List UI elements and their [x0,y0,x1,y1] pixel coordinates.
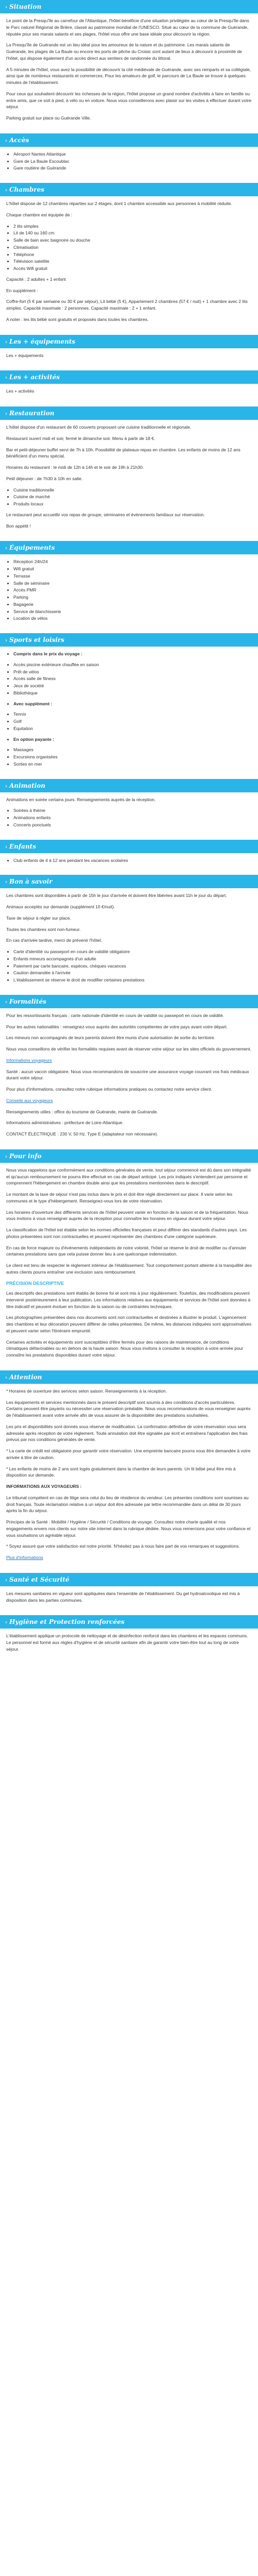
chevron-icon: › [5,5,7,10]
chevron-icon: › [5,1577,7,1583]
section-title: Hygiène et Protection renforcées [9,1618,125,1626]
paragraph: La Presqu'île de Guérande est un lieu idéal pour les amoureux de la nature et du patrimoine. Les marais salants de Guérande, les plages de La Baule ou encore les ports de pêche du Croisic sont autant de lieux à découvrir à proximité de l'hôtel, qui dispose également d'un accès direct aux sentiers de randonnée du littoral. [6,42,242,61]
chambres-list [6,223,252,272]
animation-list [6,807,252,828]
list-item: • Wifi gratuit [13,566,252,572]
section-title: Équipements [9,544,55,552]
chevron-icon: › [5,879,7,886]
section-activites-body [0,384,258,406]
chevron-icon: › [5,1375,7,1381]
section-equipements-plus-body [0,348,258,371]
paragraph: Pour plus d'informations, consultez notre rubrique informations pratiques ou contactez notre service client. [6,1087,212,1092]
paragraph: Coffre-fort (5 € par semaine ou 30 € par séjour), Lit bébé (5 €), Appartement 2 chambres (57 € / nuit) + 1 chambre avec 2 lits simples. Capacité maximale : 2 personnes. Capacité maximale : 2 + 1 enfant. [6,299,248,311]
paragraph: Les + équipements [6,352,44,358]
section-info-header [0,1149,258,1163]
section-title: Situation [9,3,42,10]
paragraph: En cas d'arrivée tardive, merci de prévenir l'hôtel. [6,938,102,943]
section-title: Accès [9,136,29,144]
paragraph: Animations en soirée certains jours. Renseignements auprès de la réception. [6,796,156,802]
list-item: • Jeux de société [13,683,252,689]
conseils-voyageurs-link[interactable]: Conseils aux voyageurs [6,1097,53,1103]
section-equipements-plus-header [0,335,258,348]
paragraph: Animaux acceptés sur demande (supplément 10 €/nuit). [6,904,115,909]
paragraph: Horaires du restaurant : le midi de 12h à 14h et le soir de 19h à 21h30. [6,465,144,470]
chevron-icon: › [5,844,7,850]
section-title: Pour info [9,1152,42,1160]
equipements-list [6,558,252,622]
paragraph: Pour les autres nationalités : renseignez-vous auprès des autorités compétentes de votre pays avant votre départ. [6,1024,228,1029]
paragraph: Le tribunal compétent en cas de litige sera celui du lieu de résidence du vendeur. Les présentes conditions sont soumises au droit français. Toute réclamation relative à un séjour doit être adressée par lettre recommandée dans un délai de 30 jours après la fin du séjour. [6,1495,249,1514]
section-sports-body [0,647,258,779]
paragraph: Parking gratuit sur place ou Guérande Ville. [6,115,91,121]
section-title: Les + équipements [9,337,75,345]
capacity-note: Capacité : 2 adultes + 1 enfant [6,276,66,282]
chevron-icon: › [5,999,7,1005]
list-item: • Terrasse [13,573,252,580]
section-animation-body [0,792,258,840]
bon-list [6,948,252,984]
list-item: • Téléphone [13,251,252,258]
paragraph: Les photographies présentées dans nos documents sont non contractuelles et destinées à illustrer le produit. L'agencement des chambres et leur décoration peuvent différer de celles présentées. De même, les distances indiquées sont approximatives et peuvent varier selon l'itinéraire emprunté. [6,1315,252,1333]
section-animation-header [0,779,258,792]
list-item: • Sorties en mer [13,761,252,768]
paragraph: * Horaires de ouverture des services selon saison. Renseignements à la réception. [6,1388,167,1394]
section-attention-header [0,1370,258,1384]
paragraph: Le client est tenu de respecter le règlement intérieur de l'établissement. Tout comportement portant atteinte à la tranquillité des autres clients pourra entraîner une exclusion sans remboursement. [6,1263,252,1275]
paragraph: Les prix et disponibilités sont donnés sous réserve de modification. La confirmation définitive de votre réservation vous sera adressée après réception de votre règlement. Toute annulation doit être signalée par écrit et entraînera l'application des frais prévus par nos conditions générales de vente. [6,1423,248,1443]
list-item: • Réception 24h/24 [13,558,252,565]
paragraph: * Les enfants de moins de 2 ans sont logés gratuitement dans la chambre de leurs parents. Un lit bébé peut être mis à disposition sur demande. [6,1466,236,1478]
paragraph: La classification de l'hôtel est établie selon les normes officielles françaises et peut différer des standards d'autres pays. Les photos présentées sont non contractuelles et peuvent représenter des chambres d'une catégorie supérieure. [6,1227,247,1239]
paragraph: Le point de la Presqu'île au carrefour de l'Atlantique, l'hôtel bénéficie d'une situation privilégiée au cœur de la Presqu'île dans le Parc naturel Régional de Brière, classé au patrimoine mondial de l'UNESCO. Situé au cœur de la commune de Guérande, réputée pour ses marais salants et ses plages, l'hôtel vous offre une base idéale pour découvrir la région. [6,18,249,37]
chevron-icon: › [5,546,7,552]
section-info-body [0,1163,258,1370]
acces-list [6,151,252,172]
paragraph: Restaurant ouvert midi et soir, fermé le dimanche soir. Menu à partir de 18 €. [6,435,155,441]
list-item: • Service de blanchisserie [13,608,252,615]
paragraph: Nous vous conseillons de vérifier les formalités requises avant de réserver votre séjour sur les sites officiels du gouvernement. [6,1046,252,1052]
informations-voyageurs-link[interactable]: Informations voyageurs [6,1057,52,1063]
list-item: • Enfants mineurs accompagnés d'un adulte [13,956,252,962]
list-item: • Excursions organisées [13,754,252,760]
list-item: • Salle de bain avec baignoire ou douche [13,237,252,244]
paragraph: Les mineurs non accompagnés de leurs parents doivent être munis d'une autorisation de sortie du territoire. [6,1035,216,1041]
section-equipements-body [0,554,258,633]
group-label: • En option payante : [13,736,252,743]
chevron-icon: › [5,411,7,417]
paragraph: Nous vous rappelons que conformément aux conditions générales de vente, tout séjour commencé est dû dans son intégralité et qu'aucun remboursement ne pourra être effectué en cas de départ anticipé. Les prix indiqués s'entendent par personne et comprennent l'hébergement en chambre double ainsi que les prestations mentionnées dans le descriptif. [6,1167,251,1186]
list-item: • Concerts ponctuels [13,822,252,828]
paragraph: Renseignements utiles : office du tourisme de Guérande, mairie de Guérande. [6,1109,158,1114]
section-bon-body [0,888,258,995]
group-label: • Compris dans le prix du voyage : [13,651,252,657]
section-chambres-body [0,196,258,335]
list-item: • Gare de La Baule Escoublac [13,158,252,165]
section-title: Sports et loisirs [9,636,64,643]
sports-list-included [6,662,252,697]
list-item: • L'établissement se réserve le droit de modifier certaines prestations [13,977,252,984]
section-equipements-header [0,541,258,554]
section-acces-body [0,147,258,183]
list-item: • Animations enfants [13,815,252,821]
list-item: • Bibliothèque [13,690,252,697]
list-item: • Bagagerie [13,601,252,608]
paragraph: Bar et petit-déjeuner buffet servi de 7h à 10h. Possibilité de plateaux-repas en chambre. Les enfants de moins de 12 ans bénéficient d'un menu spécial. [6,447,240,459]
section-restauration-body [0,420,258,541]
sports-groups [6,701,252,707]
section-title: Enfants [9,842,36,850]
section-chambres-header [0,183,258,196]
precision-title: PRÉCISION DESCRIPTIVE [6,1280,64,1286]
list-item: • Golf [13,718,252,725]
paragraph: Les chambres sont disponibles à partir de 15h le jour d'arrivée et doivent être libérées avant 11h le jour du départ. [6,893,227,899]
paragraph: Les mesures sanitaires en vigueur sont appliquées dans l'ensemble de l'établissement. Du gel hydroalcoolique est mis à disposition dans les parties communes. [6,1590,240,1603]
section-restauration-header [0,406,258,420]
paragraph: L'hôtel dispose de 12 chambres réparties sur 2 étages, dont 1 chambre accessible aux personnes à mobilité réduite. [6,201,232,206]
chevron-icon: › [5,638,7,643]
list-item: • Tennis [13,711,252,718]
section-situation-body [0,13,258,133]
list-item: • Produits locaux [13,501,252,507]
paragraph: Chaque chambre est équipée de : [6,212,73,217]
paragraph: Pour les ressortissants français : carte nationale d'identité en cours de validité ou passeport en cours de validité. [6,1012,224,1018]
chevron-icon: › [5,1620,7,1626]
paragraph: Santé : aucun vaccin obligatoire. Nous vous recommandons de souscrire une assurance voyage couvrant vos frais médicaux durant votre séjour. [6,1069,249,1081]
paragraph: Les équipements et services mentionnés dans le présent descriptif sont soumis à des conditions d'accès particulières. Certains peuvent être payants ou nécessiter une réservation préalable. Nous vous recommandons de vous renseigner auprès de l'établissement avant votre arrivée afin de vous assurer de la disponibilité des prestations souhaitées. [6,1399,251,1418]
chevron-icon: › [5,1154,7,1160]
list-item: • Accès piscine extérieure chauffée en saison [13,662,252,668]
paragraph: Bon appétit ! [6,523,31,529]
list-item: • Accès salle de fitness [13,675,252,682]
list-item: • Accès Wifi gratuit [13,265,252,272]
section-sante-header [0,1573,258,1586]
sports-groups [6,651,252,657]
section-title: Bon à savoir [9,878,53,886]
section-title: Animation [9,782,45,789]
list-item: • Massages [13,747,252,753]
more-info-link[interactable]: Plus d'informations [6,1555,43,1560]
paragraph: Le restaurant peut accueillir vos repas de groupe, séminaires et événements familiaux sur réservation. [6,512,205,517]
paragraph: Les + activités [6,388,35,394]
list-item: • Cuisine traditionnelle [13,487,252,494]
list-item: • Gare routière de Guérande [13,165,252,172]
list-item: • Accès PMR [13,587,252,594]
section-situation-header [0,0,258,13]
paragraph: L'hôtel dispose d'un restaurant de 60 couverts proposant une cuisine traditionnelle et régionale. [6,425,191,430]
section-sports-header [0,633,258,647]
paragraph: * Soyez assuré que votre satisfaction est notre priorité. N'hésitez pas à nous faire part de vos remarques et suggestions. [6,1544,240,1549]
section-bon-header [0,875,258,888]
sports-groups [6,736,252,743]
paragraph: L'établissement applique un protocole de nettoyage et de désinfection renforcé dans les chambres et les espaces communs. Le personnel est formé aux règles d'hygiène et de sécurité sanitaire afin de garantir votre bien-être tout au long de votre séjour. [6,1633,248,1652]
section-title: Formalités [9,997,46,1005]
section-title: Les + activités [9,374,60,381]
paragraph: Informations administratives : préfecture de Loire-Atlantique. [6,1120,124,1126]
list-item: • 2 lits simples [13,223,252,230]
list-item: • Prêt de vélos [13,669,252,675]
restauration-list [6,487,252,507]
list-item: • Climatisation [13,244,252,251]
paragraph: Pour ceux qui souhaitent découvrir les richesses de la région, l'hôtel propose un grand nombre d'activités à faire en famille ou entre amis, que ce soit à pied, à vélo ou en voiture. Nous vous conseillerons avec plaisir sur les visites à effectuer durant votre séjour. [6,91,252,110]
paragraph: Principes de la Santé : Mobilité / Hygiène / Sécurité / Conditions de voyage. Consultez notre charte qualité et nos engagements envers nos clients sur notre site internet dans la rubrique dédiée. Nous vous remercions pour votre confiance et vous souhaitons un agréable séjour. [6,1519,251,1538]
list-item: • Parking [13,594,252,601]
paragraph: En supplément : [6,287,38,293]
paragraph: A 5 minutes de l'hôtel, vous avez la possibilité de découvrir la cité médiévale de Guérande, avec ses remparts et sa collégiale, ainsi que de nombreux restaurants et commerces. Pour les amateurs de golf, le parcours de La Baule se trouve à quelques minutes de l'établissement. [6,66,251,85]
list-item: • Paiement par carte bancaire, espèces, chèques vacances [13,963,252,970]
chevron-icon: › [5,783,7,789]
paragraph: INFORMATIONS AUX VOYAGEURS : [6,1484,82,1489]
list-item: • Club enfants de 4 à 12 ans pendant les vacances scolaires [13,857,252,864]
section-title: Santé et Sécurité [9,1575,70,1583]
list-item: • Carte d'identité ou passeport en cours de validité obligatoire [13,948,252,955]
list-item: • Caution demandée à l'arrivée [13,970,252,976]
sports-list-option [6,747,252,767]
section-title: Restauration [9,410,55,417]
list-item: • Soirées à thème [13,807,252,814]
chevron-icon: › [5,339,7,345]
paragraph: * La carte de crédit est obligatoire pour garantir votre réservation. Une empreinte bancaire pourra vous être demandée à votre arrivée à titre de caution. [6,1448,251,1460]
section-attention-body [0,1384,258,1573]
chevron-icon: › [5,138,7,144]
paragraph: Les horaires d'ouverture des différents services de l'hôtel peuvent varier en fonction de la saison et de la fréquentation. Nous vous invitons à vous renseigner auprès de la réception pour connaître les horaires en vigueur durant votre séjour. [6,1209,248,1222]
contact-electrique: CONTACT ÉLECTRIQUE : 230 V, 50 Hz. Type E (adaptateur non nécessaire). [6,1131,158,1137]
enfants-list [6,857,252,864]
section-hygiene-body [0,1629,258,1664]
section-enfants-body [0,853,258,875]
list-item: • Équitation [13,725,252,732]
list-item: • Aéroport Nantes Atlantique [13,151,252,158]
group-label: • Avec supplément : [13,701,252,707]
list-item: • Télévision satellite [13,258,252,265]
list-item: • Lit de 140 ou 160 cm [13,230,252,236]
paragraph: Toutes les chambres sont non-fumeur. [6,926,81,932]
list-item: • Cuisine de marché [13,494,252,500]
section-sante-body [0,1586,258,1616]
sports-list-supplement [6,711,252,732]
section-title: Chambres [9,186,44,193]
section-hygiene-header [0,1615,258,1629]
list-item: • Location de vélos [13,615,252,622]
chevron-icon: › [5,188,7,193]
section-formalites-body [0,1008,258,1149]
paragraph: Taxe de séjour à régler sur place. [6,915,71,921]
section-formalites-header [0,995,258,1008]
section-enfants-header [0,840,258,853]
chevron-icon: › [5,375,7,381]
paragraph: Petit déjeuner : de 7h30 à 10h en salle. [6,476,83,481]
paragraph: Le montant de la taxe de séjour n'est pas inclus dans le prix et doit être réglé directement sur place. Il varie selon les communes et le type d'hébergement. Renseignez-vous lors de votre réservation. [6,1192,233,1204]
list-item: • Salle de séminaire [13,580,252,587]
paragraph: A noter : les lits bébé sont gratuits et proposés dans toutes les chambres. [6,316,149,322]
paragraph: Certaines activités et équipements sont susceptibles d'être fermés pour des raisons de maintenance, de conditions climatiques défavorables ou en dehors de la haute saison. Nous vous invitons à consulter la réception à votre arrivée pour connaître les prestations disponibles durant votre séjour. [6,1339,244,1358]
section-title: Attention [9,1373,42,1381]
paragraph: Les descriptifs des prestations sont établis de bonne foi et sont mis à jour régulièrement. Toutefois, des modifications peuvent intervenir postérieurement à leur publication. Les informations relatives aux équipements et services de l'hôtel sont données à titre indicatif et peuvent évoluer en fonction de la saison ou de contraintes techniques. [6,1291,251,1309]
section-acces-header [0,133,258,147]
paragraph: En cas de force majeure ou d'événements indépendants de notre volonté, l'hôtel se réserve le droit de modifier ou d'annuler certaines prestations sans que cela puisse donner lieu à une quelconque indemnisation. [6,1245,247,1257]
section-activites-header [0,370,258,384]
